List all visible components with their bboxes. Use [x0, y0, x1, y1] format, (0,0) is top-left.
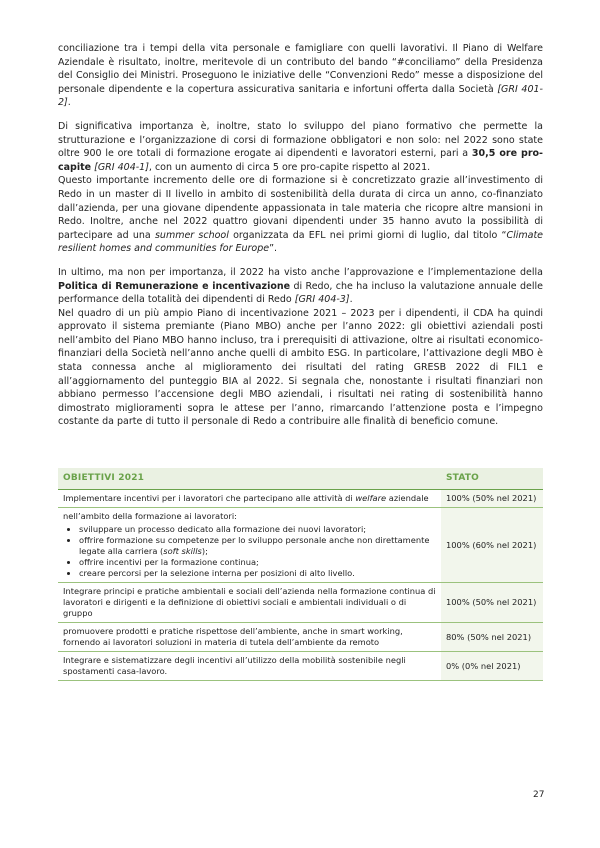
paragraph-master: Questo importante incremento delle ore di formazione si è concretizzato grazie all’investimento di Redo in un master di II livello in ambito di sostenibilità della durata di circa un anno, co-finanziato dall’azienda, per una giovane dipendente appassionata in tale materia che ricopre altre mansioni in Redo. Inoltre, anche nel 2022 quattro giovani dipendenti under 35 hanno avuto la possibilità di partecipare ad una summer school organizzata da EFL nei primi giorni di luglio, dal titolo “Climate resilient homes and communities for Europe”.	[58, 175, 544, 255]
header-state: STATO	[441, 468, 543, 490]
paragraph-remuneration: In ultimo, ma non per importanza, il 2022 ha visto anche l’approvazione e l’implementazione della Politica di Remunerazione e incentivazione di Redo, che ha incluso la valutazione annuale delle performance della totalità dei dipendenti di Redo [GRI 404-3].	[58, 266, 543, 306]
paragraph-mbo: Nel quadro di un più ampio Piano di incentivazione 2021 – 2023 per i dipendenti, il CDA ha quindi approvato il sistema premiante (Piano MBO) anche per l’anno 2022: gli obiettivi aziendali posti nell’ambito del Piano MBO hanno incluso, tra i prerequisiti di attivazione, oltre ai risultati economico-finanziari della Società nell’anno anche quelli di ambito ESG. In particolare, l’attivazione degli MBO è stata connessa anche al miglioramento dei risultati del rating GRESB 2022 di FIL1 e all’aggiornamento del punteggio BIA al 2022. Si segnala che, nonostante i risultati finanziari non abbiano permesso l’accensione degli MBO aziendali, i risultati nei rating di sostenibilità hanno dimostrato miglioramenti sopra le attese per l’anno, rimarcando l’attenzione posta e l’impegno costante da parte di tutto il personale di Redo a contribuire alle finalità di beneficio comune.	[58, 307, 543, 428]
body-text	[58, 42, 543, 429]
table-row	[58, 508, 543, 583]
header-objectives: OBIETTIVI 2021	[58, 468, 441, 490]
objective-cell: Implementare incentivi per i lavoratori che partecipano alle attività di welfare aziendale	[58, 490, 441, 508]
table-row	[58, 652, 543, 681]
state-cell: 100% (50% nel 2021)	[441, 583, 543, 623]
objective-cell: nell’ambito della formazione ai lavoratori: • sviluppare un processo dedicato alla formazione dei nuovi lavoratori; • offrire formazione su competenze per lo sviluppo personale anche non direttamente legate alla carriera (soft skills); • offrire incentivi per la formazione continua; • creare percorsi per la selezione interna per posizioni di alto livello.	[58, 508, 441, 583]
table-row	[58, 490, 543, 508]
page-number: 27	[533, 790, 545, 800]
state-cell: 100% (60% nel 2021)	[441, 508, 543, 583]
state-cell: 100% (50% nel 2021)	[441, 490, 543, 508]
table-row	[58, 623, 543, 652]
list-item: • offrire formazione su competenze per lo sviluppo personale anche non direttamente legate alla carriera (soft skills);	[79, 535, 436, 557]
objectives-table	[58, 468, 543, 681]
objective-bullets	[63, 524, 436, 579]
state-cell: 0% (0% nel 2021)	[441, 652, 543, 681]
list-item: • creare percorsi per la selezione interna per posizioni di alto livello.	[79, 568, 436, 579]
list-item: • offrire incentivi per la formazione continua;	[79, 557, 436, 568]
paragraph-welfare: conciliazione tra i tempi della vita personale e famigliare con quelli lavorativi. Il Piano di Welfare Aziendale è risultato, inoltre, meritevole di un contributo del bando “#conciliamo” della Presidenza del Consiglio dei Ministri. Proseguono le iniziative delle “Convenzioni Redo” messe a disposizione del personale dipendente e la copertura assicurativa sanitaria e infortuni offerta dalla Società [GRI 401-2].	[58, 43, 543, 109]
paragraph-training: Di significativa importanza è, inoltre, stato lo sviluppo del piano formativo che permette la strutturazione e l’organizzazione di corsi di formazione obbligatori e non solo: nel 2022 sono state oltre 900 le ore totali di formazione erogate ai dipendenti e lavoratori esterni, pari a 30,5 ore pro-capite [GRI 404-1], con un aumento di circa 5 ore pro-capite rispetto al 2021.	[58, 120, 543, 173]
objective-cell: Integrare e sistematizzare degli incentivi all’utilizzo della mobilità sostenibile negli spostamenti casa-lavoro.	[58, 652, 441, 681]
list-item: • sviluppare un processo dedicato alla formazione dei nuovi lavoratori;	[79, 524, 436, 535]
table-row	[58, 583, 543, 623]
objective-cell: Integrare principi e pratiche ambientali e sociali dell’azienda nella formazione continua di lavoratori e dirigenti e la definizione di obiettivi sociali e ambientali individuali o di gruppo	[58, 583, 441, 623]
state-cell: 80% (50% nel 2021)	[441, 623, 543, 652]
objective-cell: promuovere prodotti e pratiche rispettose dell’ambiente, anche in smart working, fornendo ai lavoratori soluzioni in materia di tutela dell’ambiente da remoto	[58, 623, 441, 652]
